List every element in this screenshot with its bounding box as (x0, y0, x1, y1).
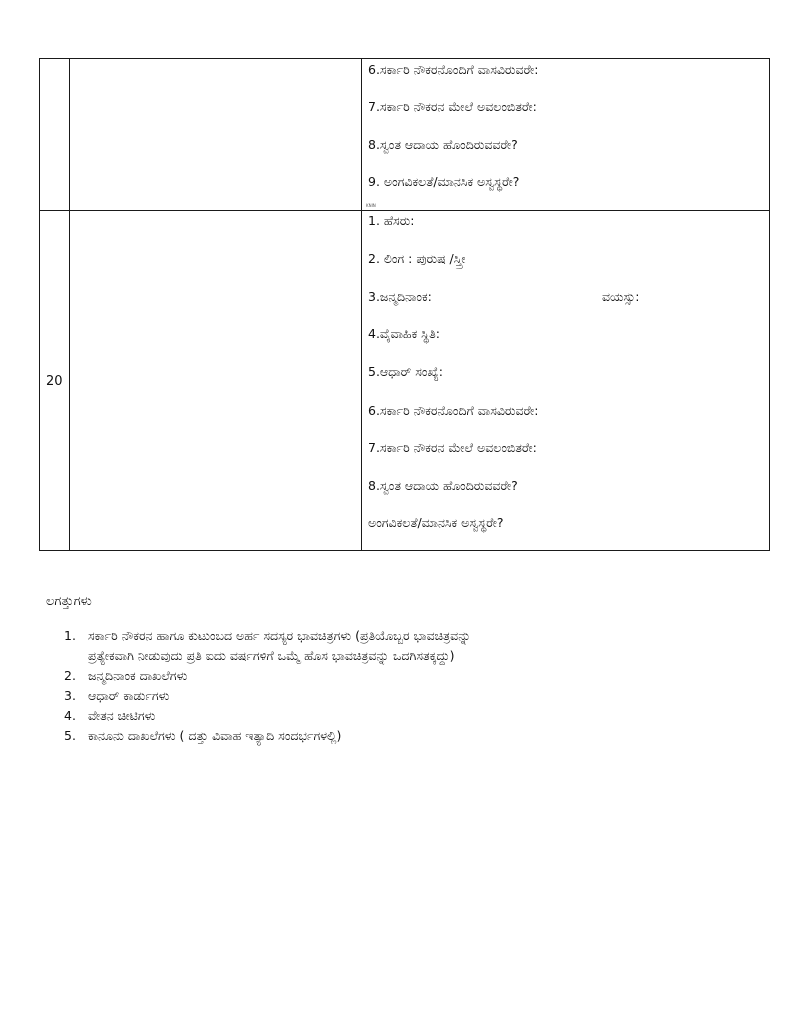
row20-item-name: 1. ಹೆಸರು: (368, 213, 415, 228)
list-item-number: 3. (64, 688, 76, 703)
attachments-heading: ಲಗತ್ತುಗಳು (46, 594, 92, 609)
list-item (64, 706, 471, 726)
table-border-top (39, 58, 770, 59)
list-item (64, 726, 471, 746)
list-item-text: ಕಾನೂನು ದಾಖಲೆಗಳು ( ದತ್ತು ವಿವಾಹ ಇತ್ಯಾದಿ ಸಂದರ್ಭಗಳಲ್ಲಿ) (88, 728, 342, 743)
attachments-list (64, 626, 471, 746)
row20-item-income: 8.ಸ್ವಂತ ಆದಾಯ ಹೊಂದಿರುವವರೇ? (368, 478, 518, 493)
list-item (64, 626, 471, 666)
table-col-divider-1 (69, 58, 70, 551)
tiny-mark: KNIN (366, 203, 376, 208)
list-item-text: ಸರ್ಕಾರಿ ನೌಕರನ ಹಾಗೂ ಕುಟುಂಬದ ಅರ್ಹ ಸದಸ್ಯರ ಭಾವಚಿತ್ರಗಳು (ಪ್ರತಿಯೊಬ್ಬರ ಭಾವಚಿತ್ರವನ್ನು (88, 628, 471, 643)
row20-item-disability: ಅಂಗವಿಕಲತೆ/ಮಾನಸಿಕ ಅಸ್ವಸ್ಥರೇ? (368, 515, 504, 530)
list-item-number: 1. (64, 628, 76, 643)
cont-item-9: 9. ಅಂಗವಿಕಲತೆ/ಮಾನಸಿಕ ಅಸ್ವಸ್ಥರೇ? (368, 174, 520, 189)
list-item-number: 4. (64, 708, 76, 723)
row20-item-dob: 3.ಜನ್ಮದಿನಾಂಕ: (368, 289, 432, 304)
cont-item-7: 7.ಸರ್ಕಾರಿ ನೌಕರನ ಮೇಲೆ ಅವಲಂಬಿತರೇ: (368, 99, 537, 114)
row20-item-aadhaar: 5.ಆಧಾರ್ ಸಂಖ್ಯೆ: (368, 364, 444, 379)
list-item-number: 2. (64, 668, 76, 683)
table-border-left (39, 58, 40, 551)
row-number-20: 20 (46, 374, 63, 389)
cont-item-8: 8.ಸ್ವಂತ ಆದಾಯ ಹೊಂದಿರುವವರೇ? (368, 137, 518, 152)
list-item (64, 686, 471, 706)
list-item-text: ಜನ್ಮದಿನಾಂಕ ದಾಖಲೆಗಳು (88, 668, 188, 683)
list-item (64, 666, 471, 686)
table-col-divider-2 (361, 58, 362, 551)
row20-item-dependent: 7.ಸರ್ಕಾರಿ ನೌಕರನ ಮೇಲೆ ಅವಲಂಬಿತರೇ: (368, 440, 537, 455)
row20-item-cohabiting: 6.ಸರ್ಕಾರಿ ನೌಕರನೊಂದಿಗೆ ವಾಸವಿರುವರೇ: (368, 403, 539, 418)
table-row-divider (39, 210, 770, 211)
cont-item-6: 6.ಸರ್ಕಾರಿ ನೌಕರನೊಂದಿಗೆ ವಾಸವಿರುವರೇ: (368, 62, 539, 77)
row20-age-label: ವಯಸ್ಸು: (602, 289, 640, 304)
list-item-number: 5. (64, 728, 76, 743)
list-item-text: ವೇತನ ಚೀಟಿಗಳು (88, 708, 156, 723)
row20-item-marital: 4.ವೈವಾಹಿಕ ಸ್ಥಿತಿ: (368, 326, 440, 341)
table-border-bottom (39, 550, 770, 551)
list-item-text: ಆಧಾರ್ ಕಾರ್ಡುಗಳು (88, 688, 170, 703)
row20-item-gender: 2. ಲಿಂಗ : ಪುರುಷ /ಸ್ತ್ರೀ (368, 251, 466, 266)
list-item-text-continued: ಪ್ರತ್ಯೇಕವಾಗಿ ನೀಡುವುದು ಪ್ರತಿ ಐದು ವರ್ಷಗಳಿಗೆ ಒಮ್ಮೆ ಹೊಸ ಭಾವಚಿತ್ರವನ್ನು ಒದಗಿಸತಕ್ಕದ್ದು) (88, 648, 455, 663)
table-border-right (769, 58, 770, 551)
